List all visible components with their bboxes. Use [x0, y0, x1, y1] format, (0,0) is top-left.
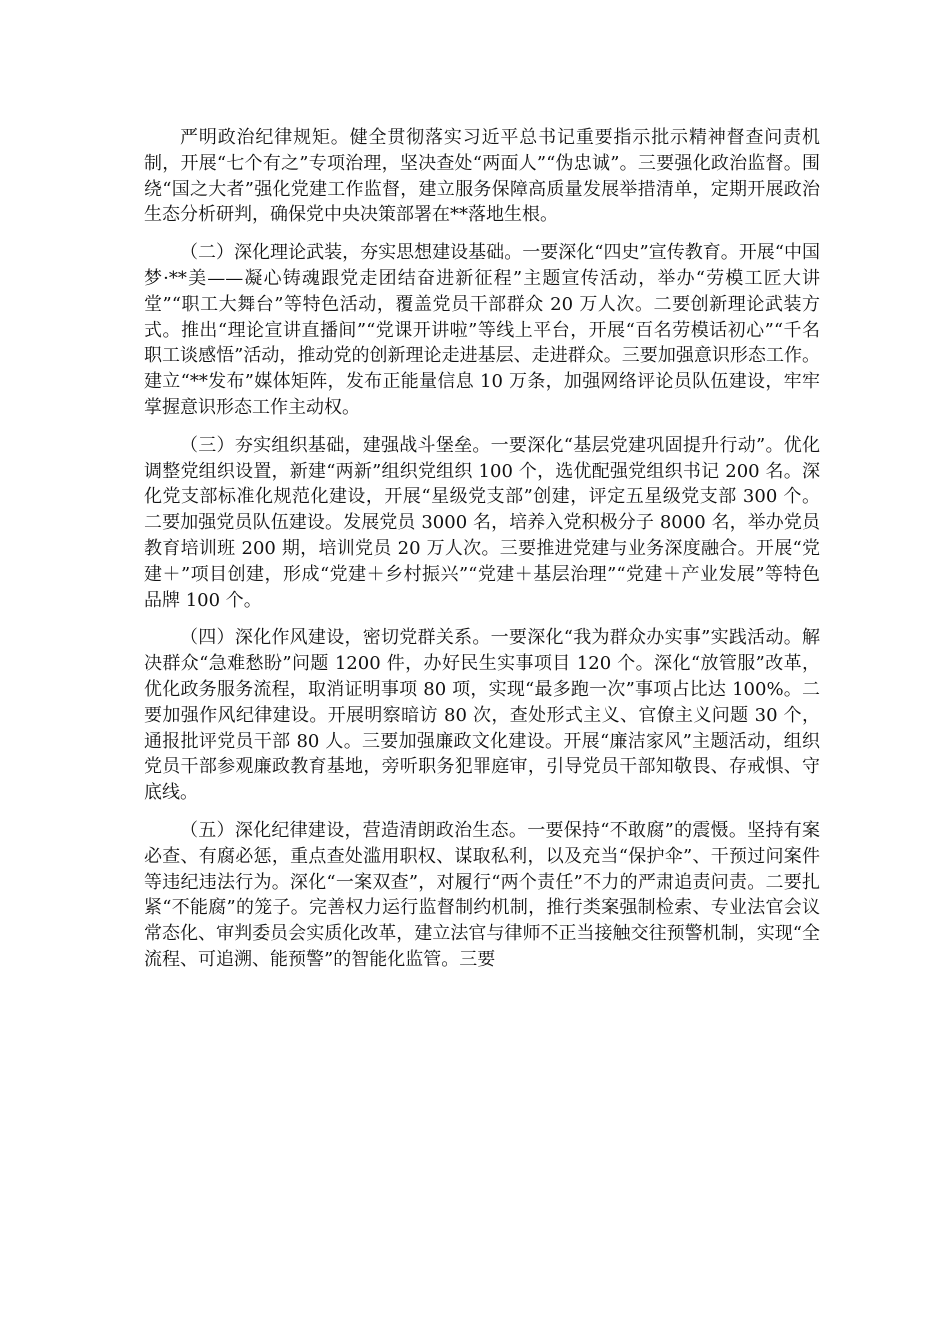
paragraph-political-discipline: 严明政治纪律规矩。健全贯彻落实习近平总书记重要指示批示精神督查问责机制，开展“七个有之”专项治理，坚决查处“两面人”“伪忠诚”。三要强化政治监督。围绕“国之大者”强化党建工作监督，建立服务保障高质量发展举措清单，定期开展政治生态分析研判，确保党中央决策部署在**落地生根。 [144, 127, 820, 226]
paragraph-discipline-building: （五）深化纪律建设，营造清朗政治生态。一要保持“不敢腐”的震慑。坚持有案必查、有腐必惩，重点查处滥用职权、谋取私利，以及充当“保护伞”、干预过问案件等违纪违法行为。深化“一案双查”，对履行“两个责任”不力的严肃追责问责。二要扎紧“不能腐”的笼子。完善权力运行监督制约机制，推行类案强制检索、专业法官会议常态化、审判委员会实质化改革，建立法官与律师不正当接触交往预警机制，实现“全流程、可追溯、能预警”的智能化监管。三要 [144, 819, 820, 970]
paragraph-work-style: （四）深化作风建设，密切党群关系。一要深化“我为群众办实事”实践活动。解决群众“急难愁盼”问题 1200 件，办好民生实事项目 120 个。深化“放管服”改革，优化政务服务流程，取消证明事项 80 项，实现“最多跑一次”事项占比达 100%。二要加强作风纪律建设。开展明察暗访 80 次，查处形式主义、官僚主义问题 30 个，通报批评党员干部 80 人。三要加强廉政文化建设。开展“廉洁家风”主题活动，组织党员干部参观廉政教育基地，旁听职务犯罪庭审，引导党员干部知敬畏、存戒惧、守底线。 [144, 627, 820, 804]
paragraph-organization-foundation: （三）夯实组织基础，建强战斗堡垒。一要深化“基层党建巩固提升行动”。优化调整党组织设置，新建“两新”组织党组织 100 个，选优配强党组织书记 200 名。深化党支部标准化规范化建设，开展“星级党支部”创建，评定五星级党支部 300 个。二要加强党员队伍建设。发展党员 3000 名，培养入党积极分子 8000 名，举办党员教育培训班 200 期，培训党员 20 万人次。三要推进党建与业务深度融合。开展“党建＋”项目创建，形成“党建＋乡村振兴”“党建＋基层治理”“党建＋产业发展”等特色品牌 100 个。 [144, 434, 820, 611]
document-body [144, 125, 820, 985]
paragraph-theory-arming: （二）深化理论武装，夯实思想建设基础。一要深化“四史”宣传教育。开展“中国梦·**美——凝心铸魂跟党走团结奋进新征程”主题宣传活动，举办“劳模工匠大讲堂”“职工大舞台”等特色活动，覆盖党员干部群众 20 万人次。二要创新理论武装方式。推出“理论宣讲直播间”“党课开讲啦”等线上平台，开展“百名劳模话初心”“千名职工谈感悟”活动，推动党的创新理论走进基层、走进群众。三要加强意识形态工作。建立“**发布”媒体矩阵，发布正能量信息 10 万条，加强网络评论员队伍建设，牢牢掌握意识形态工作主动权。 [144, 242, 820, 418]
